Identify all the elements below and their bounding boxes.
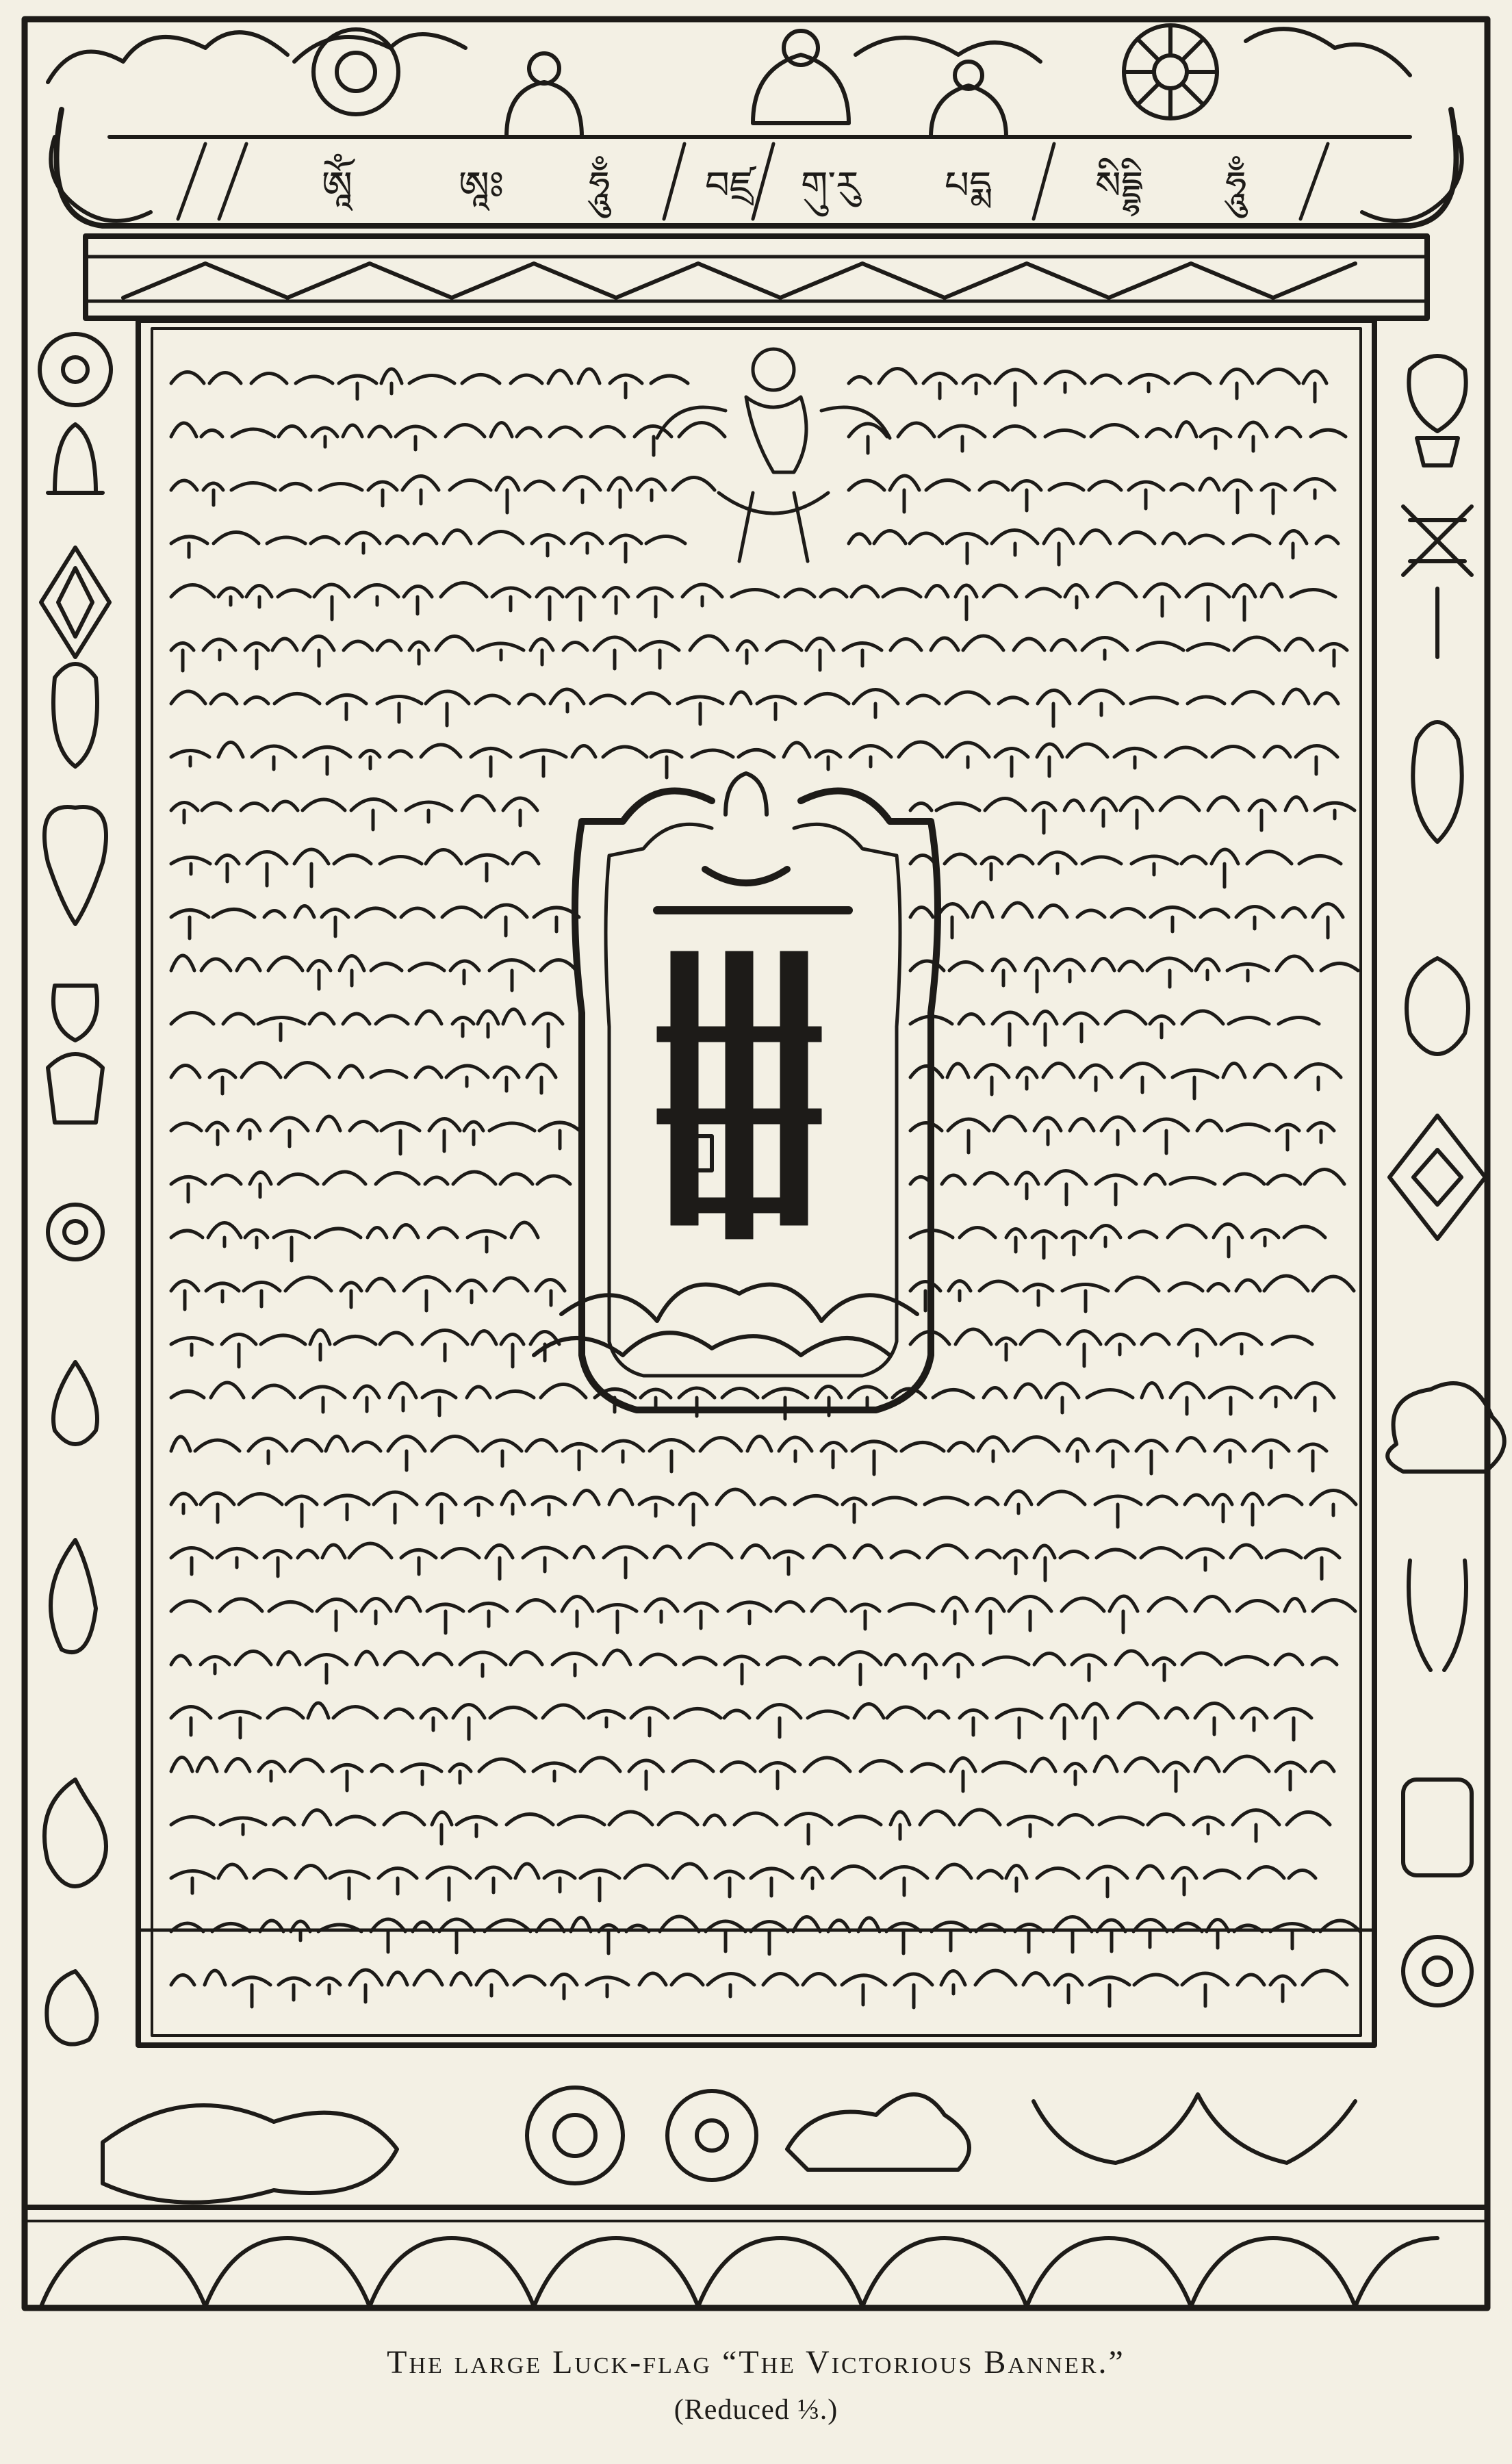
script-line: [910, 1329, 1312, 1366]
script-line: [171, 1703, 1311, 1740]
flame-icon: [53, 1362, 97, 1444]
fish-icon: [1413, 722, 1461, 842]
roof-syllables: [322, 153, 1248, 218]
fish-icon: [53, 664, 97, 767]
script-line: [910, 1170, 1344, 1205]
script-line: [171, 689, 1338, 726]
script-line: [171, 530, 685, 563]
script-line: [171, 742, 1337, 778]
script-line: [171, 1970, 1347, 2007]
script-line: [171, 905, 579, 938]
conch-icon: [44, 1780, 106, 1886]
jewel-icon: [1403, 1937, 1472, 2005]
vase-icon: [1409, 356, 1465, 465]
script-line: [171, 1810, 1330, 1844]
script-line: [910, 956, 1358, 992]
script-line: [171, 476, 715, 513]
roof-syllable: ཧཱུྃ: [589, 164, 611, 208]
roof-syllable: བཛྲ: [705, 164, 754, 208]
script-line: [171, 583, 1335, 621]
script-line: [171, 849, 539, 886]
roof-syllable: པདྨ: [945, 164, 992, 208]
leaf-icon: [51, 1540, 96, 1652]
vajra-icon: [41, 548, 110, 657]
script-line: [910, 1276, 1354, 1311]
diamond-icon: [1389, 1116, 1485, 1239]
script-line: [171, 1172, 570, 1202]
script-line: [910, 1064, 1341, 1099]
script-line: [171, 1277, 565, 1311]
script-line: [171, 1596, 1355, 1633]
roof-syllable: ཨཱཿ: [459, 164, 504, 208]
bottom-ornament-band: [25, 2088, 1487, 2307]
left-border-icons: [40, 334, 111, 2044]
scripture-text-block: [171, 369, 1360, 2008]
endless-knot-icon: [1403, 506, 1472, 657]
roof-syllable: ཨཱོཾ: [322, 164, 353, 208]
script-line: [171, 1543, 1340, 1580]
script-line: [910, 849, 1341, 887]
tusk-icon: [1409, 1561, 1466, 1670]
script-line: [171, 1650, 1337, 1684]
script-line: [171, 955, 576, 990]
script-line: [171, 1010, 563, 1047]
script-line: [910, 902, 1343, 938]
knot-icon: [48, 1205, 103, 1259]
script-line: [910, 1011, 1319, 1047]
victory-banner-emblem: [534, 773, 938, 1410]
vase-icon: [48, 986, 103, 1122]
script-line: [171, 423, 725, 456]
script-line: [171, 1222, 538, 1261]
script-line: [910, 797, 1355, 834]
jewel-icon: [507, 31, 1006, 137]
zigzag-beam: [86, 236, 1427, 318]
script-line: [910, 1116, 1334, 1153]
bell-icon: [48, 424, 103, 493]
deity-figure-icon: [657, 349, 890, 561]
script-line: [910, 1224, 1325, 1259]
script-line: [171, 1864, 1316, 1901]
roof-syllable: ཧཱུྃ: [1225, 164, 1247, 208]
script-line: [171, 1489, 1356, 1527]
script-line: [171, 636, 1347, 671]
script-line: [849, 529, 1338, 565]
script-line: [171, 1063, 556, 1094]
script-line: [171, 1437, 1327, 1475]
script-line: [171, 369, 688, 399]
script-line: [849, 422, 1346, 454]
roof-syllable: གུ་རུ: [801, 164, 860, 208]
wheel-icon: [40, 334, 111, 405]
roof-syllable: སིདྡྷི: [1095, 164, 1144, 208]
wheel-icon: [313, 29, 398, 114]
script-line: [171, 796, 537, 830]
script-line: [171, 1916, 1360, 1954]
script-line: [171, 1116, 580, 1154]
script-line: [849, 476, 1335, 513]
dorje-icon: [1403, 1780, 1472, 1875]
script-line: [171, 1756, 1334, 1791]
sun-wheel-icon: [1124, 25, 1217, 118]
flower-icon: [44, 807, 106, 924]
shell-icon: [1407, 958, 1468, 1054]
script-line: [171, 1330, 559, 1367]
script-line: [849, 369, 1327, 406]
script-line: [171, 1383, 1334, 1419]
plate-caption: The large Luck-flag “The Victorious Banner.”: [387, 2344, 1125, 2380]
plate-caption-reduction: (Reduced ⅓.): [674, 2394, 838, 2426]
